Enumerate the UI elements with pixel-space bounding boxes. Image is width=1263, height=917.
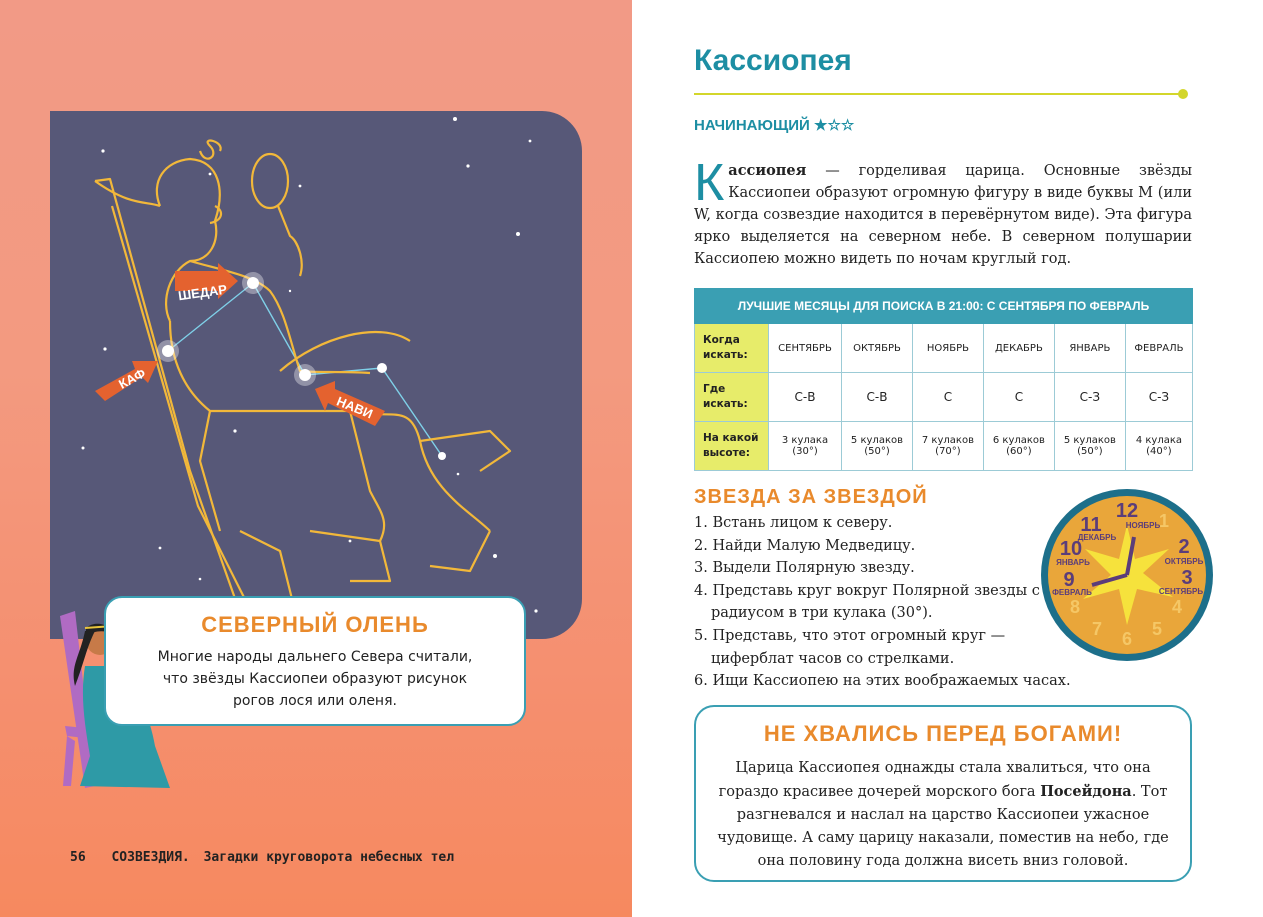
- table-row-when: [695, 324, 1193, 373]
- svg-text:СЕНТЯБРЬ: СЕНТЯБРЬ: [1158, 587, 1204, 596]
- table-cell: С-З: [1054, 373, 1125, 422]
- table-cell: ОКТЯБРЬ: [841, 324, 912, 373]
- row-label: Где искать:: [695, 373, 769, 422]
- table-cell: ДЕКАБРЬ: [983, 324, 1054, 373]
- table-cell: 3 кулака (30°): [769, 422, 842, 471]
- book-subtitle: Загадки круговорота небесных тел: [203, 850, 455, 865]
- star-ruchbah: [377, 363, 387, 373]
- svg-text:11: 11: [1080, 514, 1102, 536]
- table-cell: С-В: [841, 373, 912, 422]
- right-page: [632, 0, 1263, 917]
- table-cell: 6 кулаков (60°): [983, 422, 1054, 471]
- table-cell: С: [983, 373, 1054, 422]
- svg-text:12: 12: [1115, 500, 1139, 522]
- constellation-illustration: [50, 111, 582, 639]
- sky-clock: [1039, 487, 1215, 663]
- svg-text:ОКТЯБРЬ: ОКТЯБРЬ: [1164, 557, 1204, 566]
- table-row-height: [695, 422, 1193, 471]
- table-cell: ЯНВАРЬ: [1054, 324, 1125, 373]
- table-cell: ФЕВРАЛЬ: [1125, 324, 1192, 373]
- drop-cap: К: [694, 154, 725, 212]
- note-title: СЕВЕРНЫЙ ОЛЕНЬ: [201, 612, 429, 637]
- table-cell: СЕНТЯБРЬ: [769, 324, 842, 373]
- book-title: СОЗВЕЗДИЯ.: [111, 850, 190, 865]
- table-cell: С-В: [769, 373, 842, 422]
- svg-text:2: 2: [1178, 536, 1190, 558]
- row-label: На какой высоте:: [695, 422, 769, 471]
- svg-text:ДЕКАБРЬ: ДЕКАБРЬ: [1077, 533, 1117, 542]
- note-line-2: что звёзды Кассиопеи образуют рисунок: [162, 671, 468, 687]
- step-item: 3. Выдели Полярную звезду.: [694, 560, 915, 577]
- steps-title: ЗВЕЗДА ЗА ЗВЕЗДОЙ: [694, 486, 928, 508]
- step-item: 5. Представь, что этот огромный круг — циферблат часов со стрелками.: [694, 627, 1006, 667]
- page-number: 56: [70, 850, 86, 865]
- table-cell: 4 кулака (40°): [1125, 422, 1192, 471]
- svg-text:НОЯБРЬ: НОЯБРЬ: [1125, 521, 1161, 530]
- svg-text:10: 10: [1059, 538, 1083, 560]
- myth-title: НЕ ХВАЛИСЬ ПЕРЕД БОГАМИ!: [763, 721, 1123, 746]
- svg-text:5: 5: [1151, 619, 1163, 639]
- svg-text:ЯНВАРЬ: ЯНВАРЬ: [1056, 558, 1090, 567]
- queen-outline: [95, 141, 510, 639]
- table-row-where: [695, 373, 1193, 422]
- step-item: 2. Найди Малую Медведицу.: [694, 537, 916, 554]
- intro-name: ассиопея: [728, 162, 807, 179]
- step-item: 1. Встань лицом к северу.: [694, 515, 893, 531]
- steps-list: [694, 512, 1071, 693]
- title-rule: [694, 93, 1182, 95]
- note-line-3: рогов лося или оленя.: [233, 693, 397, 709]
- svg-text:1: 1: [1158, 511, 1170, 531]
- table-cell: 5 кулаков (50°): [841, 422, 912, 471]
- table-cell: С-З: [1125, 373, 1192, 422]
- label-shedar: ШЕДАР: [177, 281, 228, 304]
- page-footer: [70, 850, 454, 865]
- label-navi: НАВИ: [334, 393, 375, 422]
- table-cell: С: [912, 373, 983, 422]
- difficulty-level: НАЧИНАЮЩИЙ ★☆☆: [694, 117, 855, 134]
- table-cell: 5 кулаков (50°): [1054, 422, 1125, 471]
- best-months-table: [694, 288, 1193, 471]
- title-rule-dot: [1178, 89, 1188, 99]
- table-cell: НОЯБРЬ: [912, 324, 983, 373]
- svg-text:7: 7: [1091, 619, 1103, 639]
- svg-text:9: 9: [1063, 569, 1075, 591]
- intro-text: — горделивая царица. Основные звёзды Кассиопеи образуют огромную фигуру в виде буквы М (или W, когда созвездие находится в перевёрнутом виде). Эта фигура ярко выделяется на северном небе. В северном полушарии Кассиопею можно видеть по ночам круглый год.: [694, 163, 1192, 267]
- svg-text:ФЕВРАЛЬ: ФЕВРАЛЬ: [1052, 588, 1092, 597]
- page-title: Кассиопея: [694, 44, 852, 77]
- label-kaf: КАФ: [116, 365, 148, 392]
- myth-box: [694, 705, 1192, 882]
- row-label: Когда искать:: [695, 324, 769, 373]
- step-item: 6. Ищи Кассиопею на этих воображаемых часах.: [694, 673, 1071, 690]
- svg-text:8: 8: [1069, 597, 1081, 617]
- intro-paragraph: [694, 154, 1192, 270]
- svg-text:6: 6: [1121, 629, 1133, 649]
- table-header: ЛУЧШИЕ МЕСЯЦЫ ДЛЯ ПОИСКА В 21:00: С СЕНТЯБРЯ ПО ФЕВРАЛЬ: [695, 289, 1193, 324]
- myth-text: Царица Кассиопея однажды стала хвалиться, что она гораздо красивее дочерей морского бога Посейдона. Тот разгневался и наслал на царство Кассиопеи ужасное чудовище. А саму царицу наказали, поместив на небо, где она половину года должна висеть вниз головой.: [717, 760, 1169, 869]
- svg-text:4: 4: [1171, 597, 1183, 617]
- northern-deer-note: [104, 596, 526, 726]
- table-cell: 7 кулаков (70°): [912, 422, 983, 471]
- svg-text:3: 3: [1181, 567, 1193, 589]
- note-text: [130, 646, 500, 712]
- note-line-1: Многие народы дальнего Севера считали,: [157, 649, 473, 665]
- star-segin: [438, 452, 446, 460]
- step-item: 4. Представь круг вокруг Полярной звезды с радиусом в три кулака (30°).: [694, 582, 1040, 622]
